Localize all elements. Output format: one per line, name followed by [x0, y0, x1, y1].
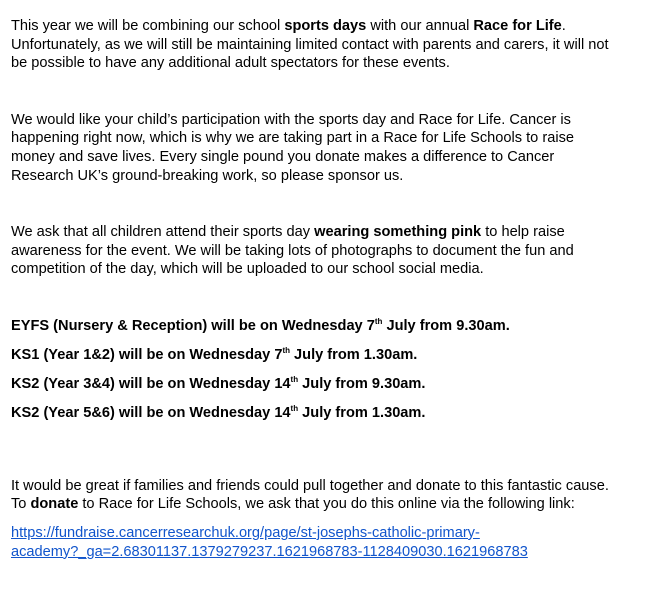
donate-text-2: to Race for Life Schools, we ask that you do this online via the following link: — [78, 496, 575, 513]
intro-text-1: This year we will be combining our school — [11, 18, 285, 34]
race-for-life-bold: Race for Life — [473, 18, 562, 34]
schedule-item-ks2-year56 — [11, 404, 641, 423]
ordinal-suffix: th — [290, 375, 299, 385]
participation-line-1: We would like your child’s participation with the sports day and Race for Life. Cancer is — [11, 111, 571, 128]
ordinal-suffix: th — [374, 316, 383, 326]
donate-paragraph — [11, 477, 641, 514]
wear-pink-paragraph — [11, 223, 641, 279]
schedule-text: July from 9.30am. — [382, 317, 510, 334]
participation-line-4: Research UK’s ground-breaking work, so please sponsor us. — [11, 167, 404, 184]
schedule-text: July from 1.30am. — [290, 347, 418, 364]
schedule-text: KS2 (Year 5&6) will be on Wednesday 14 — [11, 405, 291, 422]
intro-paragraph — [11, 17, 641, 73]
donate-line-1: It would be great if families and friends could pull together and donate to this fantastic cause. — [11, 477, 609, 494]
schedule-item-ks2-year34 — [11, 375, 641, 394]
schedule-text: EYFS (Nursery & Reception) will be on Wednesday 7 — [11, 317, 375, 334]
intro-line-2: Unfortunately, as we will still be maintaining limited contact with parents and carers, it will not — [11, 36, 609, 53]
schedule-text: KS1 (Year 1&2) will be on Wednesday 7 — [11, 347, 283, 364]
wear-pink-line-3: competition of the day, which will be uploaded to our school social media. — [11, 261, 484, 278]
wearing-pink-bold: wearing something pink — [314, 224, 482, 241]
schedule-text: July from 1.30am. — [298, 405, 426, 422]
ordinal-suffix: th — [282, 346, 290, 356]
participation-line-2: happening right now, which is why we are taking part in a Race for Life Schools to raise — [11, 130, 574, 147]
wear-pink-text-2: to help raise — [481, 224, 565, 241]
schedule-text: KS2 (Year 3&4) will be on Wednesday 14 — [11, 376, 291, 393]
intro-line-3: be possible to have any additional adult spectators for these events. — [11, 55, 450, 72]
fundraise-link-line-2[interactable]: academy?_ga=2.68301137.1379279237.1621968783-1128409030.1621968783 — [11, 543, 528, 560]
participation-line-3: money and save lives. Every single pound you donate makes a difference to Cancer — [11, 148, 555, 165]
letter-document — [11, 17, 641, 561]
sports-days-bold: sports days — [284, 18, 367, 34]
donate-text-1: To — [11, 496, 31, 513]
schedule-item-eyfs — [11, 317, 641, 336]
wear-pink-line-2: awareness for the event. We will be taking lots of photographs to document the fun and — [11, 242, 574, 259]
wear-pink-text-1: We ask that all children attend their sports day — [11, 224, 315, 241]
fundraise-link-line-1[interactable]: https://fundraise.cancerresearchuk.org/page/st-josephs-catholic-primary- — [11, 525, 480, 541]
intro-text-3: . — [561, 18, 566, 34]
intro-text-2: with our annual — [366, 18, 474, 34]
ordinal-suffix: th — [290, 404, 299, 414]
fundraise-link[interactable] — [11, 524, 641, 561]
schedule-text: July from 9.30am. — [298, 376, 426, 393]
schedule-list — [11, 317, 641, 423]
schedule-item-ks1 — [11, 346, 641, 365]
donate-bold: donate — [30, 496, 79, 513]
participation-paragraph — [11, 111, 641, 185]
